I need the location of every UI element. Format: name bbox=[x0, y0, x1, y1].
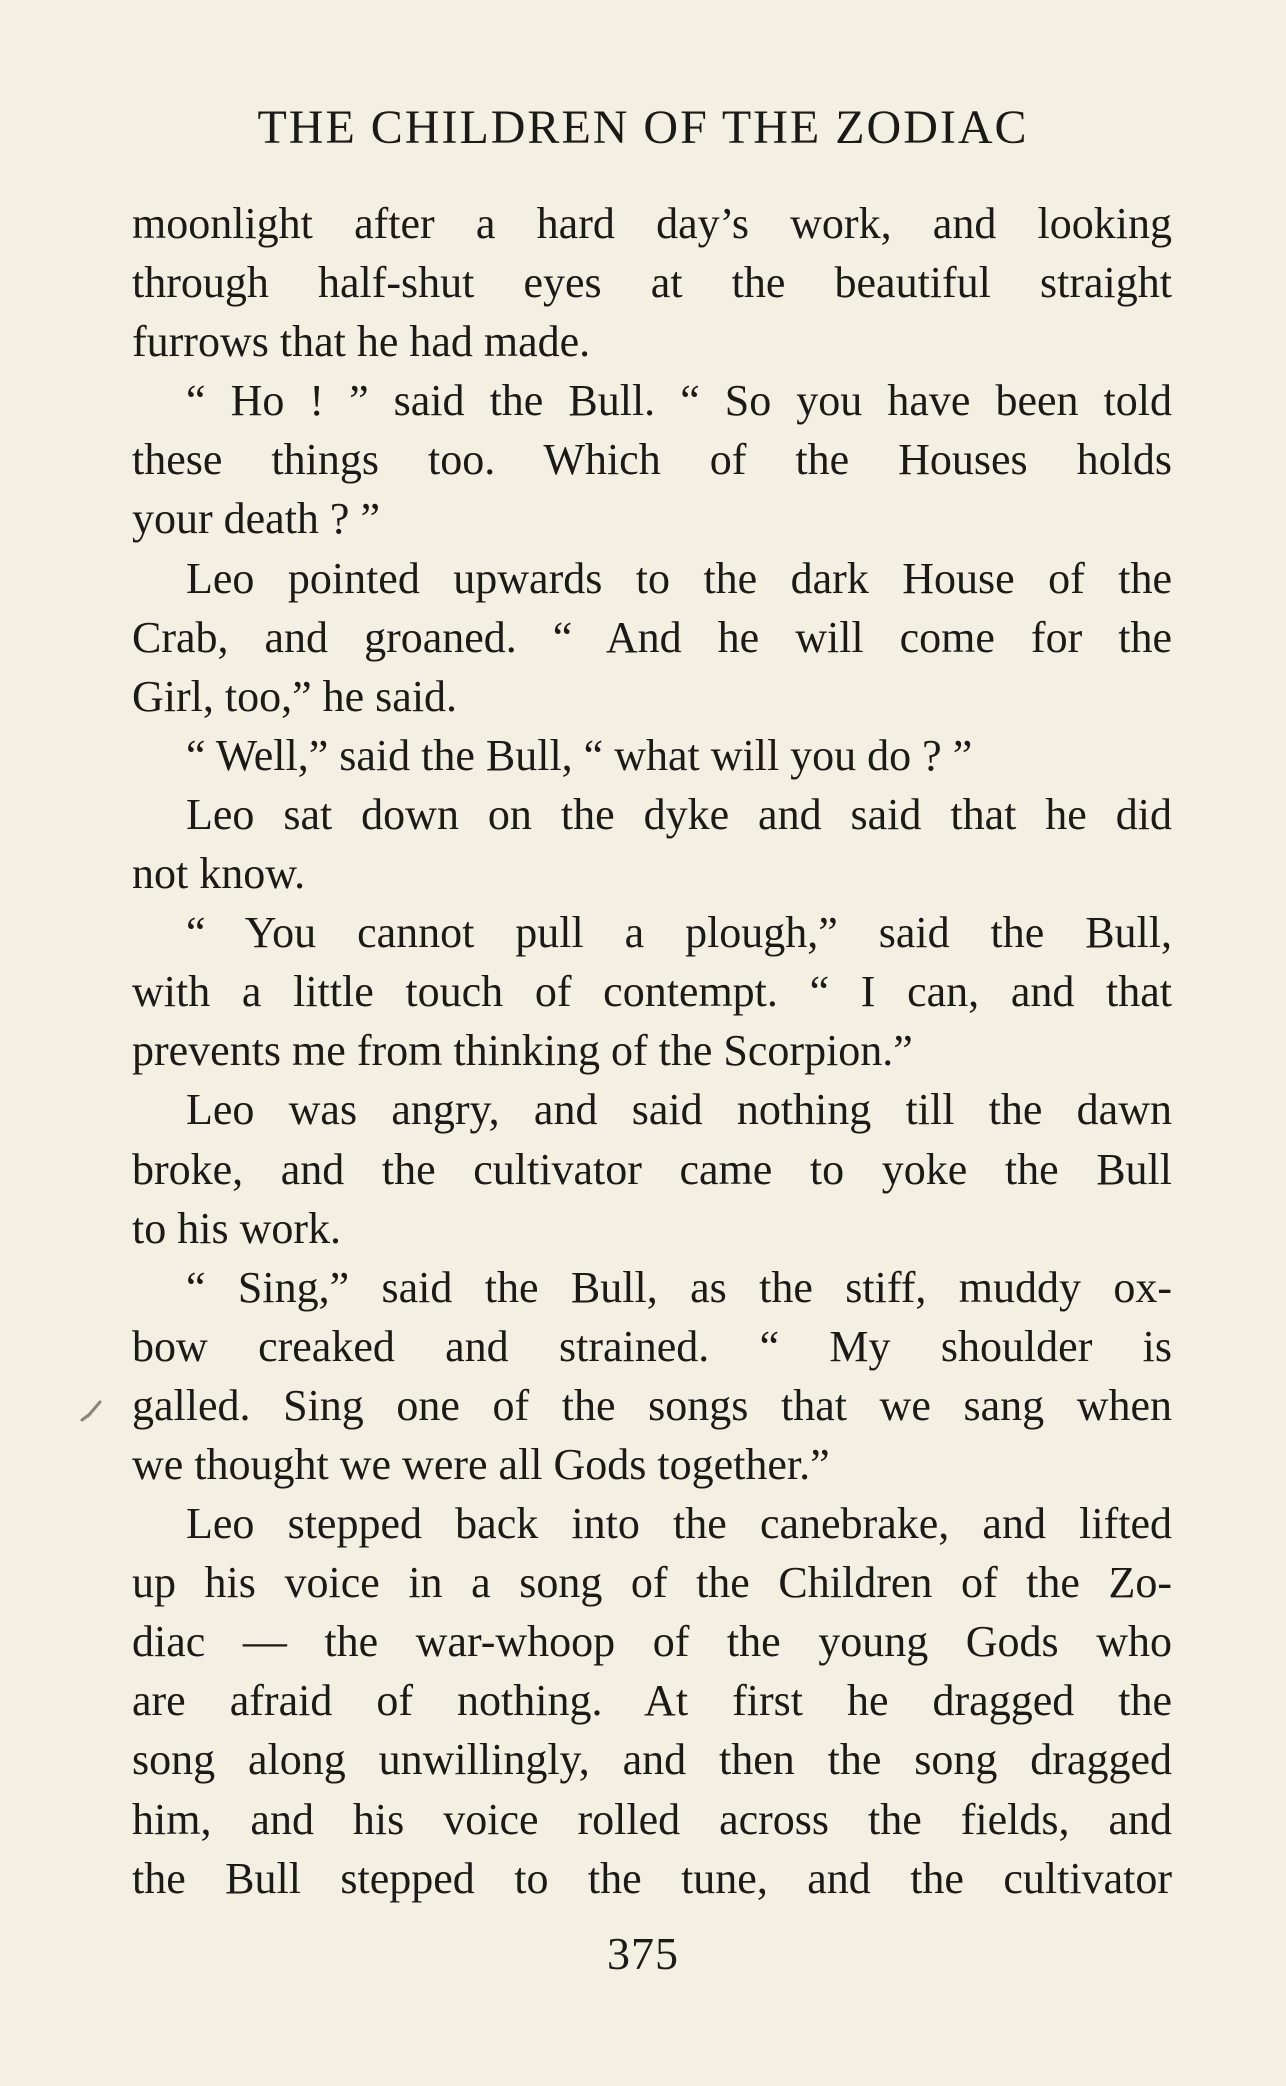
text-line: “ Sing,” said the Bull, as the stiff, muddy ox- bbox=[186, 1262, 1172, 1312]
text-line: with a little touch of contempt. “ I can, and that bbox=[132, 967, 1172, 1017]
text-line: bow creaked and strained. “ My shoulder is bbox=[132, 1321, 1172, 1371]
text-line: Leo pointed upwards to the dark House of the bbox=[186, 553, 1172, 603]
text-line: furrows that he had made. bbox=[132, 317, 591, 367]
text-line: him, and his voice rolled across the fields, and bbox=[132, 1794, 1172, 1844]
text-line: Leo sat down on the dyke and said that he did bbox=[186, 789, 1172, 839]
text-line: song along unwillingly, and then the song dragged bbox=[132, 1735, 1172, 1785]
text-line: your death ? ” bbox=[132, 494, 380, 544]
text-line: Girl, too,” he said. bbox=[132, 671, 458, 721]
text-line: Crab, and groaned. “ And he will come for the bbox=[132, 612, 1172, 662]
text-line: up his voice in a song of the Children of the Zo- bbox=[132, 1558, 1172, 1608]
text-line: are afraid of nothing. At first he dragged the bbox=[132, 1676, 1172, 1726]
text-line: “ You cannot pull a plough,” said the Bull, bbox=[186, 908, 1172, 958]
text-line: we thought we were all Gods together.” bbox=[132, 1439, 830, 1489]
text-line: galled. Sing one of the songs that we sang when bbox=[132, 1380, 1172, 1430]
text-line: “ Well,” said the Bull, “ what will you do ? ” bbox=[186, 730, 973, 780]
text-line: “ Ho ! ” said the Bull. “ So you have been told bbox=[186, 376, 1172, 426]
text-line: to his work. bbox=[132, 1203, 341, 1253]
text-line: broke, and the cultivator came to yoke the Bull bbox=[132, 1144, 1172, 1194]
text-line: the Bull stepped to the tune, and the cultivator bbox=[132, 1853, 1172, 1903]
text-line: diac — the war-whoop of the young Gods who bbox=[132, 1617, 1172, 1667]
text-line: moonlight after a hard day’s work, and looking bbox=[132, 199, 1172, 248]
text-line: Leo was angry, and said nothing till the dawn bbox=[186, 1085, 1172, 1135]
pencil-tick-mark bbox=[78, 1398, 104, 1428]
running-head: THE CHILDREN OF THE ZODIAC bbox=[257, 101, 1029, 154]
page-number: 375 bbox=[607, 1928, 679, 1979]
text-line: prevents me from thinking of the Scorpion.” bbox=[132, 1026, 913, 1076]
text-line: not know. bbox=[132, 849, 306, 899]
text-line: these things too. Which of the Houses holds bbox=[132, 435, 1172, 485]
text-line: Leo stepped back into the canebrake, and lifted bbox=[186, 1499, 1172, 1549]
text-line: through half-shut eyes at the beautiful straight bbox=[132, 258, 1172, 308]
body-text bbox=[132, 194, 1172, 1908]
